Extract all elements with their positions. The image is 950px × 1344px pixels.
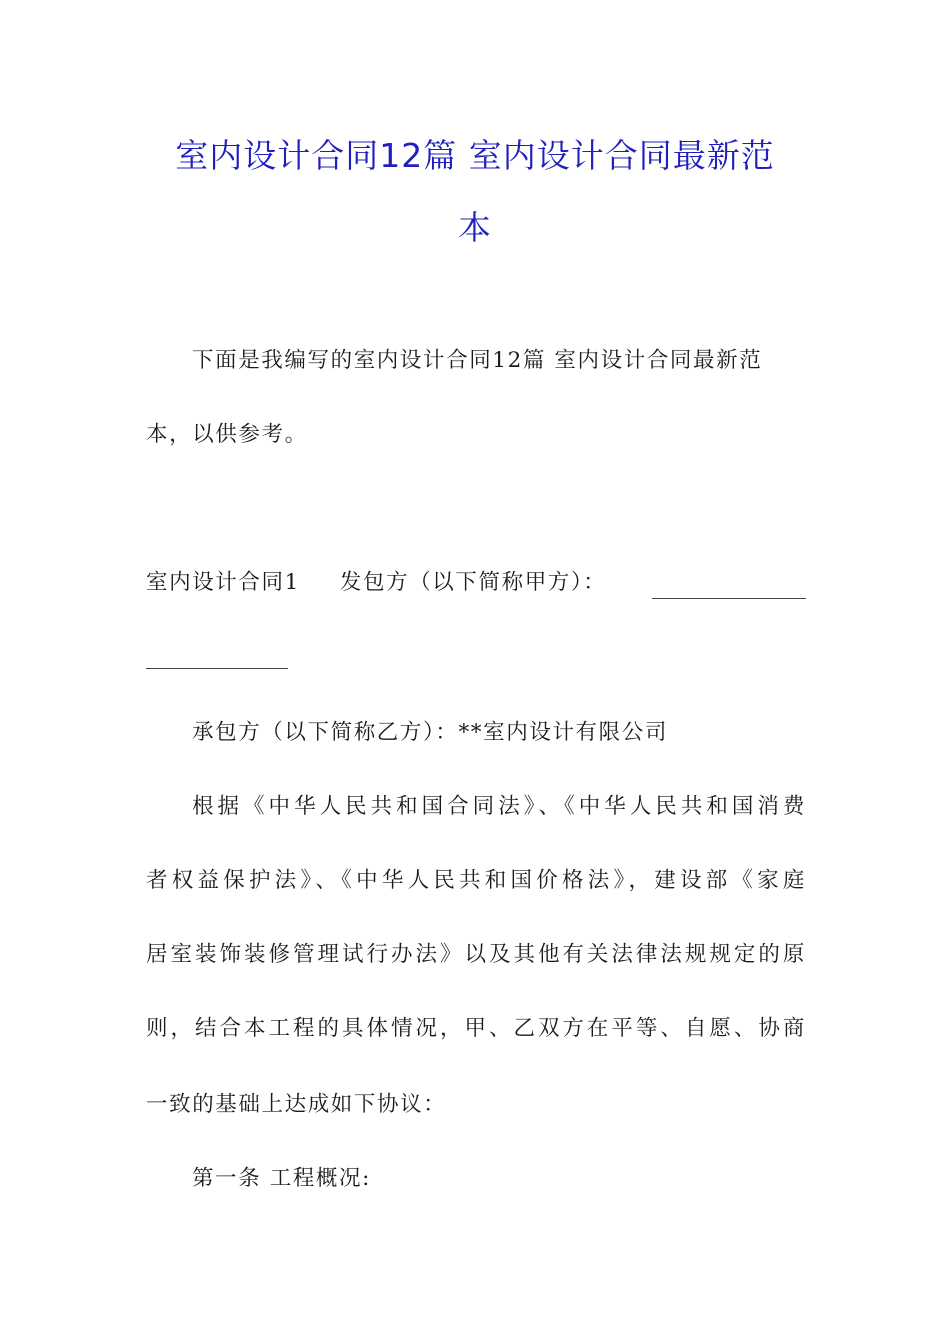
basis-line-1: 根据《中华人民共和国合同法》、《中华人民共和国消费 [192,794,806,819]
article-1-heading: 第一条 工程概况: [192,1166,371,1191]
party-a-label: 发包方（以下简称甲方）： [339,570,607,595]
document-title-line-1: 室内设计合同12篇 室内设计合同最新范 [175,136,775,175]
basis-line-2: 者权益保护法》、《中华人民共和国价格法》，建设部《家庭 [146,868,806,893]
basis-line-3: 居室装饰装修管理试行办法》以及其他有关法律法规规定的原 [146,942,806,967]
document-title-line-2: 本 [458,208,492,247]
intro-line-2: 本，以供参考。 [146,422,308,447]
party-a-blank-2 [146,668,288,669]
basis-line-5: 一致的基础上达成如下协议： [146,1092,447,1117]
contract-heading: 室内设计合同1 [146,570,300,595]
contract-heading-row [146,568,606,598]
party-a-blank-1 [652,598,806,599]
intro-line-1: 下面是我编写的室内设计合同12篇 室内设计合同最新范 [192,348,763,373]
party-b-line: 承包方（以下简称乙方）：**室内设计有限公司 [192,720,668,745]
basis-line-4: 则，结合本工程的具体情况，甲、乙双方在平等、自愿、协商 [146,1016,806,1041]
